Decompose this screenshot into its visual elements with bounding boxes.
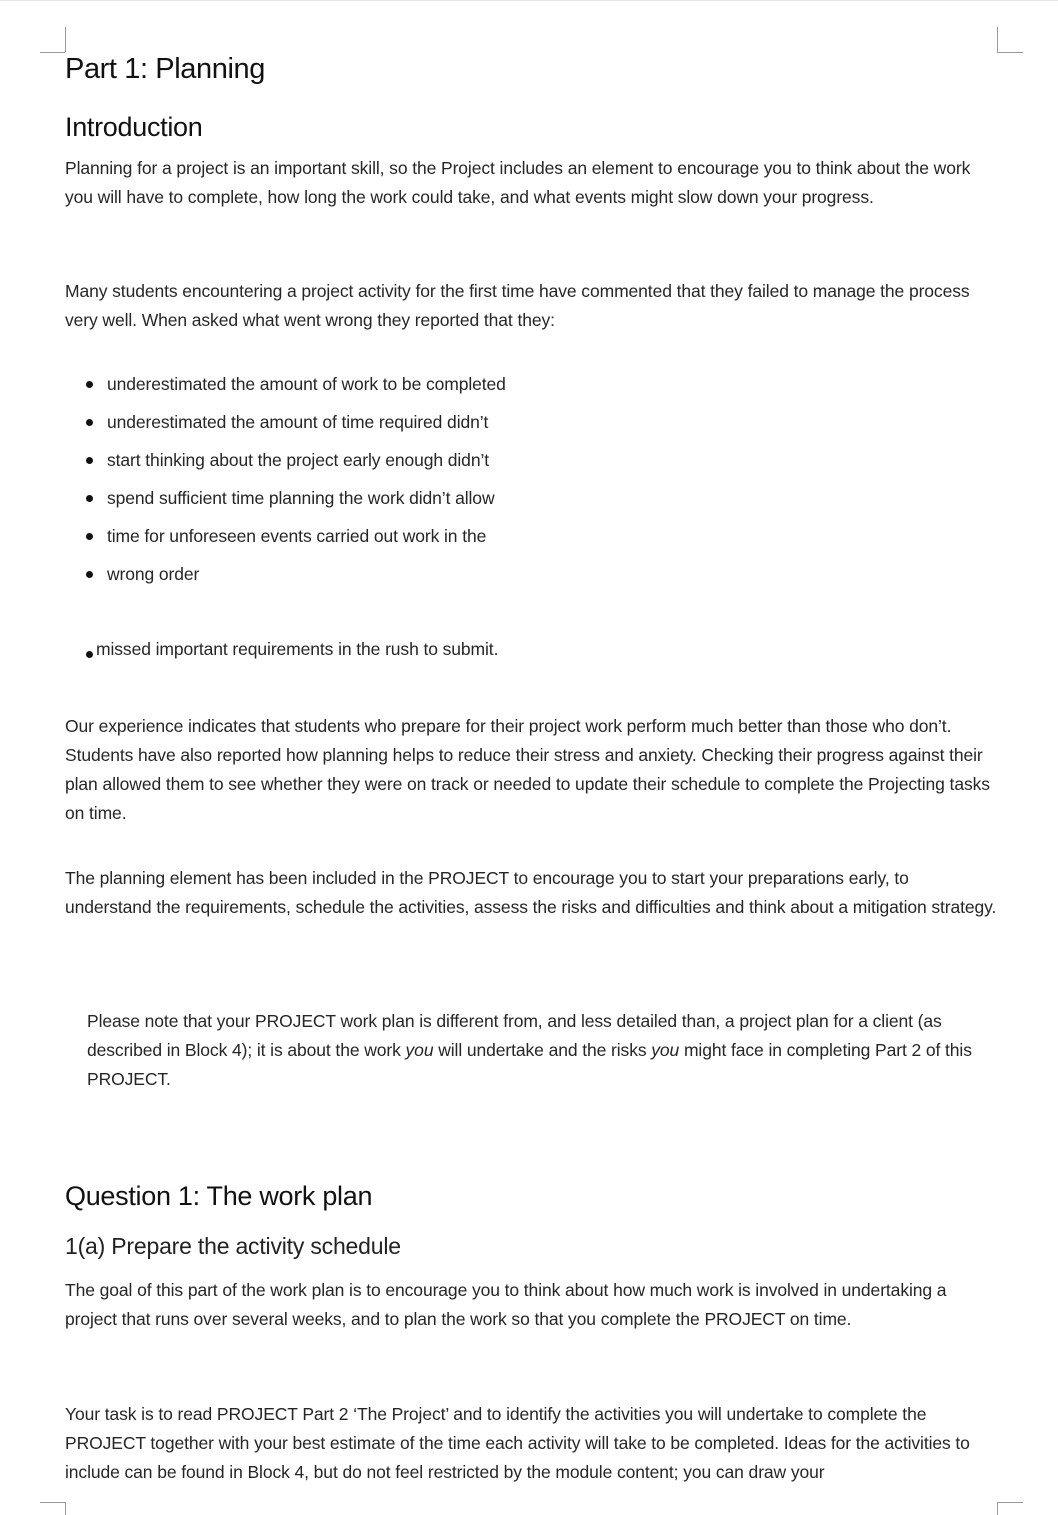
planning-paragraph: The planning element has been included in the PROJECT to encourage you to start your preparations early, to understand the requirements, schedule the activities, assess the risks and difficulties and think about a mitigation strategy. — [65, 868, 997, 917]
bullet-icon — [86, 651, 93, 658]
bullet-icon — [86, 419, 93, 426]
crop-mark-bottom-right — [997, 1502, 998, 1515]
crop-mark-top-left — [40, 52, 65, 53]
crop-mark-bottom-right — [997, 1502, 1023, 1503]
bullet-icon — [86, 533, 93, 540]
page-top-edge — [0, 0, 1058, 1]
list-item: start thinking about the project early enough didn’t — [107, 450, 489, 471]
part-title: Part 1: Planning — [65, 53, 265, 85]
list-item: spend sufficient time planning the work didn’t allow — [107, 488, 494, 509]
students-paragraph: Many students encountering a project activity for the first time have commented that they failed to manage the process very well. When asked what went wrong they reported that they: — [65, 281, 970, 330]
bullet-icon — [86, 381, 93, 388]
goal-paragraph: The goal of this part of the work plan is to encourage you to think about how much work is involved in undertaking a project that runs over several weeks, and to plan the work so that you complete the PROJECT on time. — [65, 1280, 947, 1329]
extra-list-item: missed important requirements in the rush to submit. — [96, 639, 499, 659]
crop-mark-bottom-left — [40, 1502, 65, 1503]
crop-mark-top-right — [997, 52, 1023, 53]
experience-paragraph: Our experience indicates that students who prepare for their project work perform much better than those who don’t. Students have also reported how planning helps to reduce their stress and anxiety. Checking their progress against their plan allowed them to see whether they were on track or needed to update their schedule to complete the Projecting tasks on time. — [65, 716, 990, 823]
subsection-heading: 1(a) Prepare the activity schedule — [65, 1233, 401, 1259]
intro-paragraph: Planning for a project is an important skill, so the Project includes an element to encourage you to think about the work you will have to complete, how long the work could take, and what events might slow down your progress. — [65, 158, 971, 207]
introduction-heading: Introduction — [65, 112, 203, 142]
list-item: underestimated the amount of time required didn’t — [107, 412, 488, 433]
bullet-icon — [86, 457, 93, 464]
bullet-icon — [86, 571, 93, 578]
crop-mark-top-left — [65, 27, 66, 52]
task-paragraph: Your task is to read PROJECT Part 2 ‘The Project’ and to identify the activities you will undertake to complete the PROJECT together with your best estimate of the time each activity will take to be completed. Ideas for the activities to include can be found in Block 4, but do not feel restricted by the module content; you can draw your — [65, 1404, 970, 1482]
question-heading: Question 1: The work plan — [65, 1181, 373, 1211]
bullet-icon — [86, 495, 93, 502]
note-paragraph: Please note that your PROJECT work plan is different from, and less detailed than, a project plan for a client (as described in Block 4); it is about the work you will undertake and the risks you might face in completing Part 2 of this PROJECT. — [87, 1011, 972, 1089]
list-item: time for unforeseen events carried out work in the — [107, 526, 486, 547]
crop-mark-bottom-left — [65, 1502, 66, 1515]
crop-mark-top-right — [997, 27, 998, 52]
list-item: underestimated the amount of work to be completed — [107, 374, 506, 395]
list-item: wrong order — [107, 564, 199, 585]
